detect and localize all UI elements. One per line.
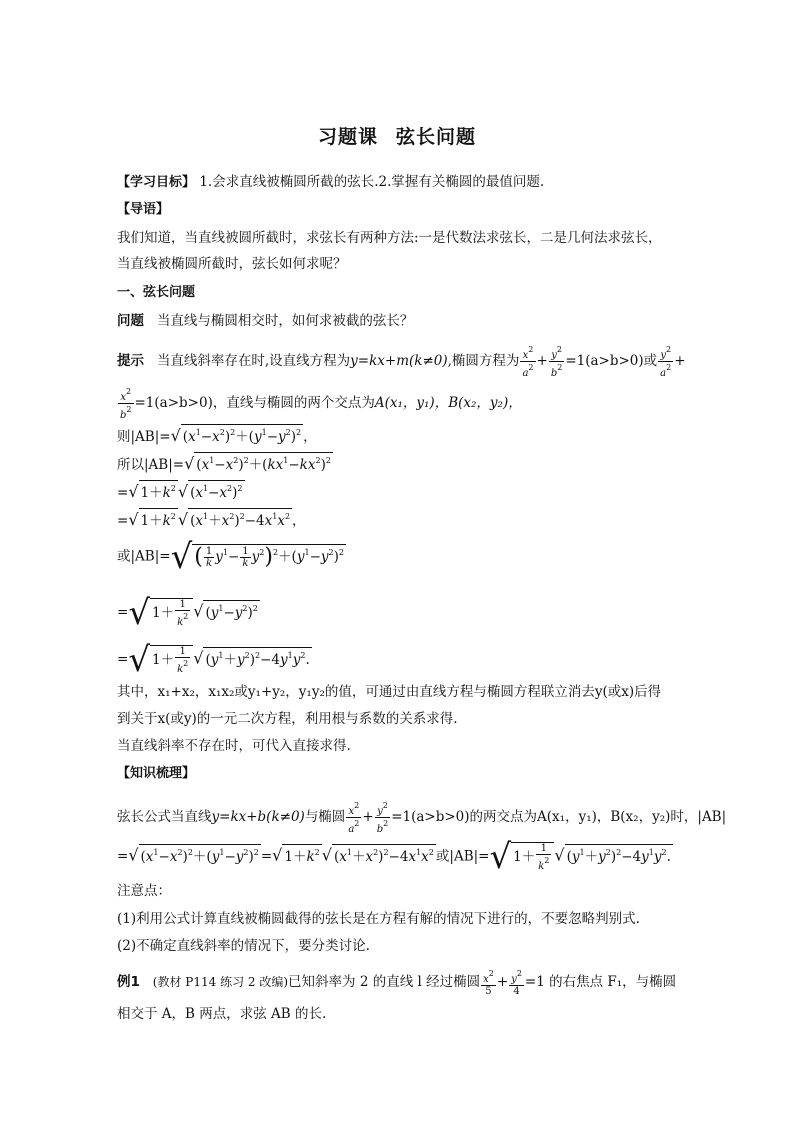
remark-line-1: 其中，x₁+x₂，x₁x₂或y₁+y₂，y₁y₂的值，可通过由直线方程与椭圆方程联立消去y(或x)后得: [117, 684, 662, 700]
hint-line-1: 提示 当直线斜率存在时,设直线方程为y=kx+m(k≠0),椭圆方程为 $\frac{x^2}{a^2}$ + $\frac{y^2}{b^2}$ =1(a>b>0)或 $\frac{y^2}{a^2}$ +: [117, 345, 686, 379]
knowledge-label: 【知识梳理】: [117, 766, 196, 781]
remark-line-2: 到关于x(或y)的一元二次方程，利用根与系数的关系求得.: [117, 711, 458, 727]
remark-line-3: 当直线斜率不存在时，可代入直接求得.: [117, 738, 351, 754]
formula-7: =√ 1＋ $\frac{1}{k^2}$ √ $(y^1+y^2)^2-4y^1y^2$.: [117, 640, 310, 680]
page-title: 习题课 弦长问题: [317, 126, 477, 148]
formula-4: =√ $1+k^2$ √ $(x^1+x^2)^2-4x^1x^2$ ，: [117, 510, 306, 529]
intro-label: 【导语】: [117, 202, 170, 217]
learning-objectives: 【学习目标】 1.会求直线被椭圆所截的弦长.2.掌握有关椭圆的最值问题.: [117, 174, 545, 190]
example-1-line-2: 相交于 A，B 两点，求弦 AB 的长.: [117, 1006, 327, 1022]
notes-item-2: (2)不确定直线斜率的情况下，要分类讨论.: [117, 938, 370, 954]
knowledge-line-1: 弦长公式当直线y=kx+b(k≠0)与椭圆 $\frac{x^2}{a^2}$ + $\frac{y^2}{b^2}$ =1(a>b>0)的两交点为A(x₁，y₁)，B(x₂，y₂)时，|AB|: [117, 801, 727, 835]
formula-5: 或|AB|=√( $\frac{1}{k}$ $y^1-$ $\frac{1}{k}$ $y^2)^2+(y^1-y^2)^2$: [117, 537, 344, 577]
formula-2: 所以|AB|=√ $(x^1-x^2)^2+(kx^1-kx^2)^2$: [117, 454, 331, 473]
formula-6: =√ 1＋ $\frac{1}{k^2}$ √ $(y^1-y^2)^2$: [117, 593, 258, 633]
formula-1: 则|AB|=√ $(x^1-x^2)^2+(y^1-y^2)^2$ ，: [117, 426, 317, 445]
knowledge-line-2: =√ $(x^1-x^2)^2+(y^1-y^2)^2$ =√ $1+k^2$ √ $(x^1+x^2)^2-4x^1x^2$ 或|AB|=√ 1＋ $\frac{1}{k^2}$ √ $(y^1+y^2)^2-4y^1y^2$.: [117, 837, 671, 877]
example-1: 例1 (教材 P114 练习 2 改编)已知斜率为 2 的直线 l 经过椭圆 $\frac{x^2}{5}$ + $\frac{y^2}{4}$ =1 的右焦点 F₁，与椭圆: [117, 969, 677, 997]
notes-label: 注意点：: [117, 883, 171, 899]
intro-line-1: 我们知道，当直线被圆所截时，求弦长有两种方法:一是代数法求弦长，二是几何法求弦长，: [117, 230, 662, 246]
intro-line-2: 当直线被椭圆所截时，弦长如何求呢？: [117, 256, 347, 272]
section-heading: 一、弦长问题: [117, 285, 196, 300]
question: 问题 当直线与椭圆相交时，如何求被截的弦长？: [117, 313, 414, 329]
hint-line-2: $\frac{x^2}{b^2}$ =1(a>b>0)，直线与椭圆的两个交点为A(x₁，y₁)，B(x₂，y₂)，: [120, 387, 522, 421]
notes-item-1: (1)利用公式计算直线被椭圆截得的弦长是在方程有解的情况下进行的，不要忽略判别式.: [117, 911, 640, 927]
formula-3: =√ $1+k^2$ √ $(x^1-x^2)^2$: [117, 482, 243, 501]
